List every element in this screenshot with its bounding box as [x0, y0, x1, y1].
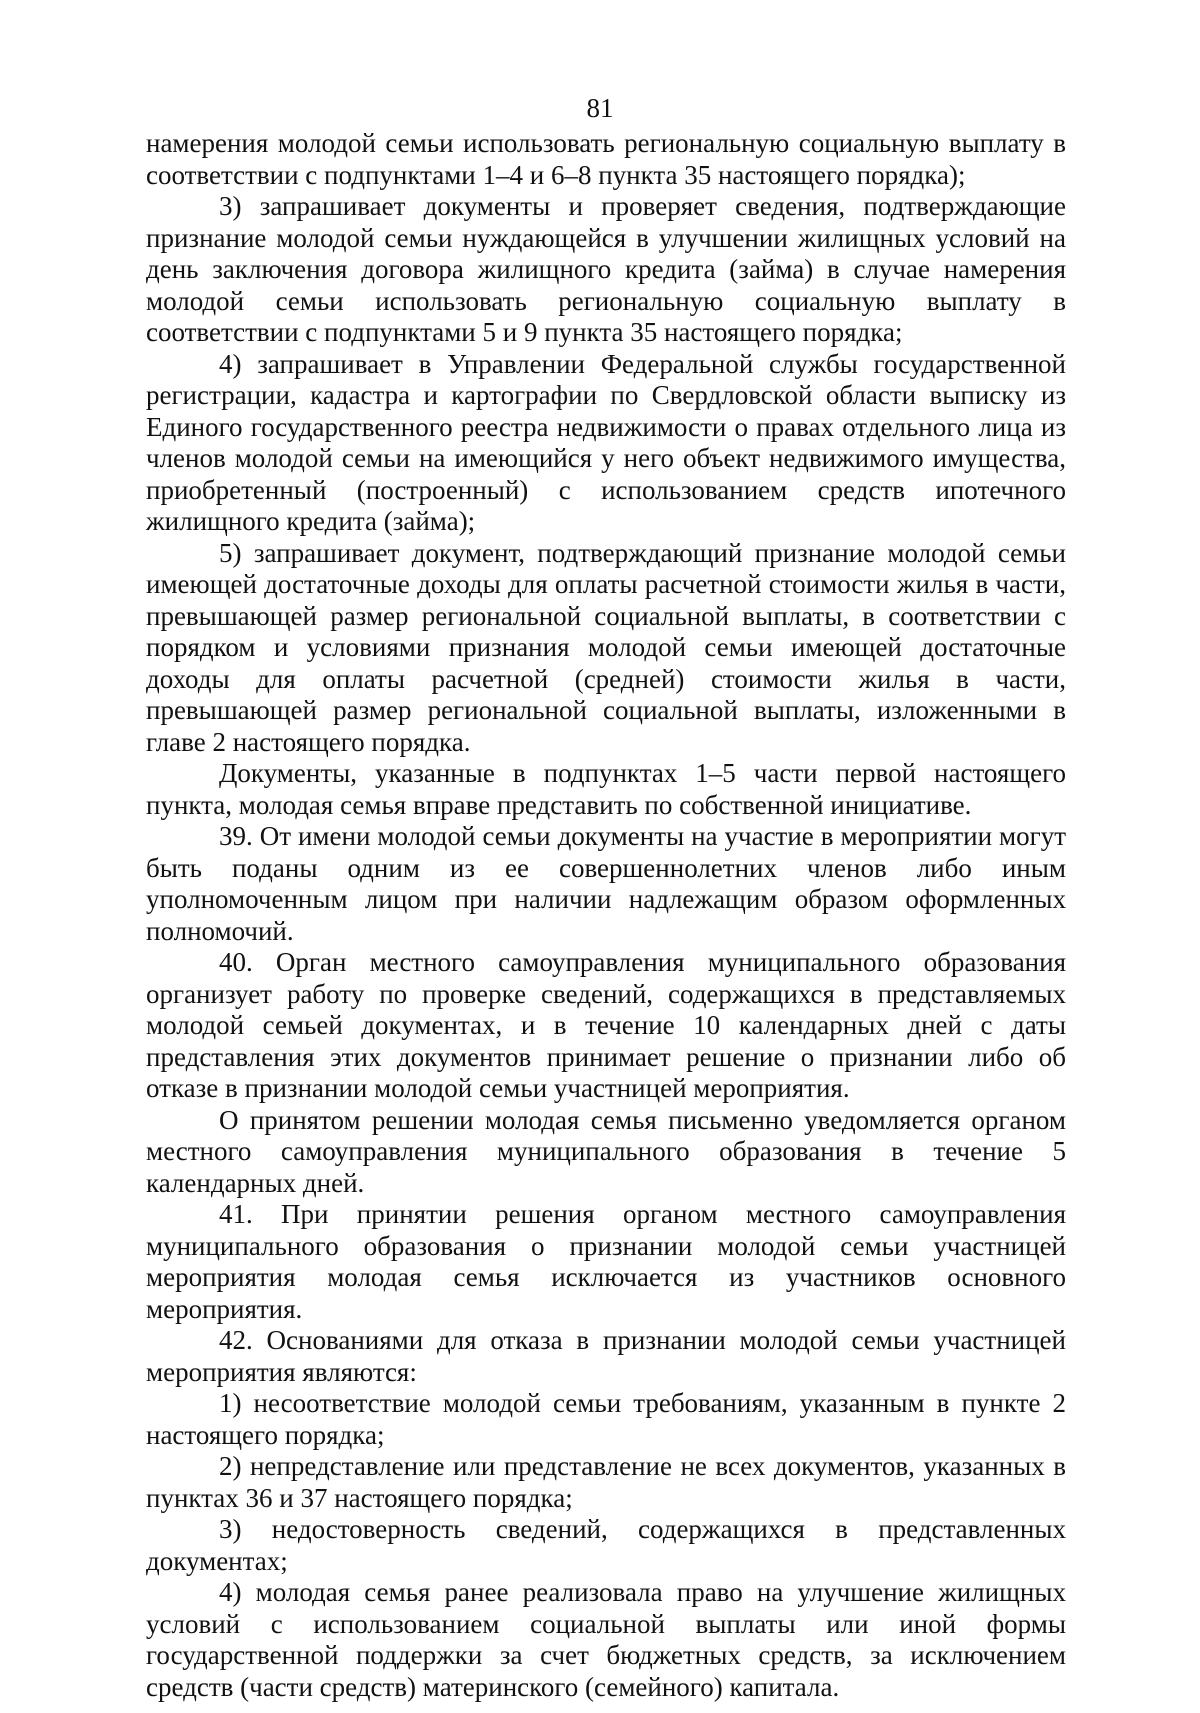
- page-number: 81: [586, 93, 614, 123]
- paragraph-subitem-4: 4) запрашивает в Управлении Федеральной службы государственной регистрации, кадастра и картографии по Свердловской области выписку из Единого государственного реестра недвижимости о правах отдельного лица из членов молодой семьи на имеющийся у него объект недвижимого имущества, приобретенный (построенный) с использованием средств ипотечного жилищного кредита (займа);: [146, 348, 1066, 536]
- paragraph-item-42: 42. Основаниями для отказа в признании молодой семьи участницей мероприятия являются:: [146, 1325, 1066, 1387]
- paragraph-item-39: 39. От имени молодой семьи документы на участие в мероприятии могут быть поданы одним из ее совершеннолетних членов либо иным уполномоченным лицом при наличии надлежащим образом оформленных полномочий.: [146, 821, 1066, 946]
- paragraph-refusal-reason-1: 1) несоответствие молодой семьи требованиям, указанным в пункте 2 настоящего порядка;: [146, 1388, 1066, 1450]
- paragraph-item-41: 41. При принятии решения органом местного самоуправления муниципального образования о признании молодой семьи участницей мероприятия молодая семья исключается из участников основного мероприятия.: [146, 1199, 1066, 1324]
- paragraph-subitem-3: 3) запрашивает документы и проверяет сведения, подтверждающие признание молодой семьи нуждающейся в улучшении жилищных условий на день заключения договора жилищного кредита (займа) в случае намерения молодой семьи использовать региональную социальную выплату в соответствии с подпунктами 5 и 9 пункта 35 настоящего порядка;: [146, 191, 1066, 347]
- paragraph-refusal-reason-3: 3) недостоверность сведений, содержащихся в представленных документах;: [146, 1514, 1066, 1576]
- paragraph-item-40: 40. Орган местного самоуправления муниципального образования организует работу по проверке сведений, содержащихся в представляемых молодой семьей документах, и в течение 10 календарных дней с даты представления этих документов принимает решение о признании либо об отказе в признании молодой семьи участницей мероприятия.: [146, 947, 1066, 1103]
- paragraph-decision-notice: О принятом решении молодая семья письменно уведомляется органом местного самоуправления муниципального образования в течение 5 календарных дней.: [146, 1104, 1066, 1198]
- paragraph-documents-own-initiative: Документы, указанные в подпунктах 1–5 части первой настоящего пункта, молодая семья вправе представить по собственной инициативе.: [146, 758, 1066, 820]
- document-body: [146, 128, 1066, 1703]
- paragraph-refusal-reason-2: 2) непредставление или представление не всех документов, указанных в пунктах 36 и 37 настоящего порядка;: [146, 1451, 1066, 1513]
- paragraph-subitem-5: 5) запрашивает документ, подтверждающий признание молодой семьи имеющей достаточные доходы для оплаты расчетной стоимости жилья в части, превышающей размер региональной социальной выплаты, в соответствии с порядком и условиями признания молодой семьи имеющей достаточные доходы для оплаты расчетной (средней) стоимости жилья в части, превышающей размер региональной социальной выплаты, изложенными в главе 2 настоящего порядка.: [146, 537, 1066, 757]
- paragraph-continuation: намерения молодой семьи использовать региональную социальную выплату в соответствии с подпунктами 1–4 и 6–8 пункта 35 настоящего порядка);: [146, 128, 1066, 190]
- paragraph-refusal-reason-4: 4) молодая семья ранее реализовала право на улучшение жилищных условий с использованием социальной выплаты или иной формы государственной поддержки за счет бюджетных средств, за исключением средств (части средств) материнского (семейного) капитала.: [146, 1577, 1066, 1702]
